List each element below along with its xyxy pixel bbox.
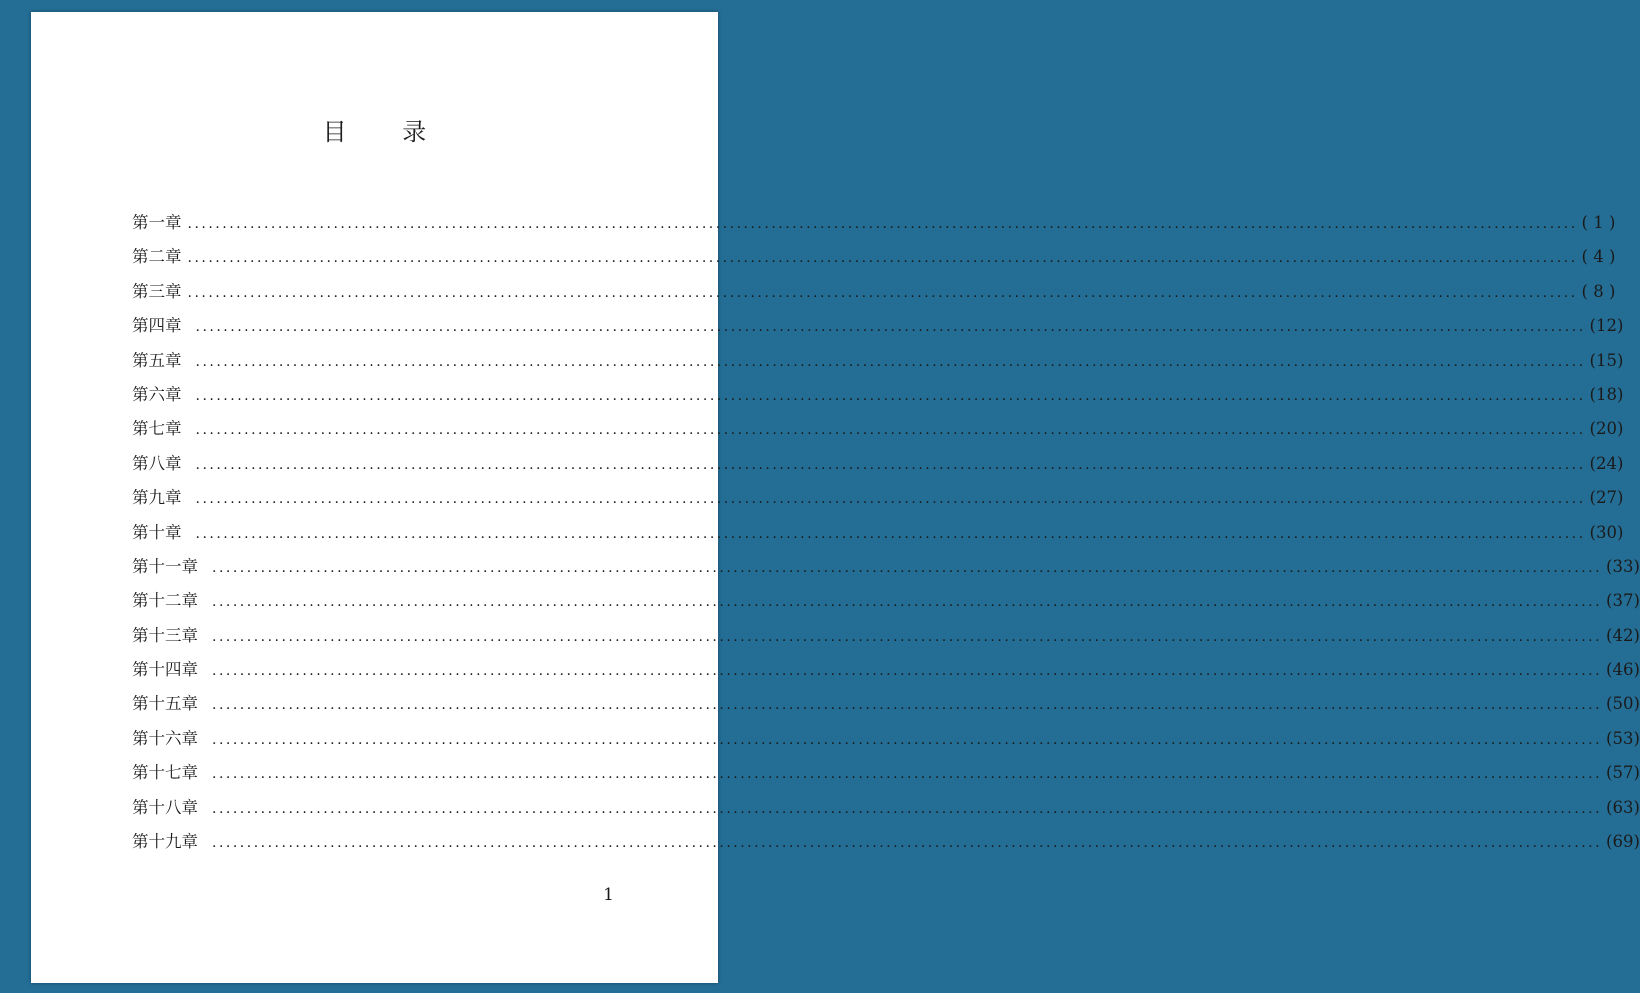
toc-entry-page: (37) [1606, 591, 1640, 611]
toc-dot-leader: ........................................................................................................................................................................................................ [187, 216, 1578, 232]
toc-entry-page: (50) [1606, 694, 1640, 714]
toc-entry-page: (20) [1589, 419, 1624, 439]
toc-dot-leader: ........................................................................................................................................................................................................ [212, 594, 1603, 611]
toc-entry-label: 第五章 [132, 350, 182, 370]
toc-entry[interactable] [132, 484, 1624, 518]
toc-entry-page: (15) [1589, 350, 1624, 370]
toc-entry-label: 第三章 [132, 281, 182, 301]
toc-dot-leader: ........................................................................................................................................................................................................ [212, 663, 1603, 680]
toc-entry[interactable] [132, 553, 1640, 587]
toc-entry[interactable] [132, 794, 1640, 828]
toc-dot-leader: ........................................................................................................................................................................................................ [212, 697, 1603, 714]
toc-entry[interactable] [132, 347, 1624, 381]
toc-entry[interactable] [132, 209, 1616, 243]
toc-entry-page: (33) [1606, 556, 1640, 576]
toc-entry[interactable] [132, 690, 1640, 724]
toc-entry-page: (69) [1606, 832, 1640, 852]
toc-dot-leader: ........................................................................................................................................................................................................ [195, 422, 1586, 439]
toc-entry-page: (53) [1606, 728, 1640, 748]
toc-entry-label: 第九章 [132, 488, 182, 508]
page-number: 1 [603, 885, 614, 905]
table-of-contents [132, 209, 1640, 862]
toc-entry-label: 第四章 [132, 316, 182, 336]
toc-title: 目 录 [322, 118, 451, 146]
toc-entry[interactable] [132, 828, 1640, 862]
toc-entry-label: 第十二章 [132, 591, 198, 611]
toc-entry[interactable] [132, 725, 1640, 759]
toc-entry-page: (30) [1589, 522, 1624, 542]
toc-dot-leader: ........................................................................................................................................................................................................ [212, 800, 1603, 817]
toc-entry-label: 第十六章 [132, 728, 198, 748]
toc-entry-page: ( 8 ) [1581, 281, 1616, 301]
toc-dot-leader: ........................................................................................................................................................................................................ [187, 284, 1578, 301]
toc-dot-leader: ........................................................................................................................................................................................................ [212, 766, 1603, 783]
toc-entry[interactable] [132, 587, 1640, 621]
toc-entry-page: (57) [1606, 763, 1640, 783]
toc-dot-leader: ........................................................................................................................................................................................................ [195, 353, 1586, 370]
toc-entry-label: 第十三章 [132, 625, 198, 645]
toc-entry-label: 第十八章 [132, 797, 198, 817]
toc-entry[interactable] [132, 312, 1624, 346]
toc-dot-leader: ........................................................................................................................................................................................................ [195, 319, 1586, 336]
toc-entry[interactable] [132, 622, 1640, 656]
toc-entry-label: 第七章 [132, 419, 182, 439]
toc-entry[interactable] [132, 450, 1624, 484]
toc-entry[interactable] [132, 759, 1640, 793]
toc-entry-page: (12) [1589, 316, 1624, 336]
toc-entry[interactable] [132, 656, 1640, 690]
toc-entry-page: ( 1 ) [1581, 213, 1616, 232]
toc-dot-leader: ........................................................................................................................................................................................................ [195, 525, 1586, 542]
toc-dot-leader: ........................................................................................................................................................................................................ [195, 456, 1586, 473]
toc-entry[interactable] [132, 519, 1624, 553]
toc-entry-page: (46) [1606, 660, 1640, 680]
toc-entry-label: 第十五章 [132, 694, 198, 714]
toc-entry-page: ( 4 ) [1581, 247, 1616, 267]
toc-entry-page: (24) [1589, 453, 1624, 473]
toc-entry-page: (18) [1589, 384, 1624, 404]
toc-entry[interactable] [132, 381, 1624, 415]
toc-entry-label: 第二章 [132, 247, 182, 267]
toc-dot-leader: ........................................................................................................................................................................................................ [212, 835, 1603, 852]
toc-entry-page: (42) [1606, 625, 1640, 645]
toc-entry-label: 第十一章 [132, 556, 198, 576]
toc-entry[interactable] [132, 415, 1624, 449]
toc-entry[interactable] [132, 243, 1616, 277]
toc-entry-label: 第八章 [132, 453, 182, 473]
toc-entry-label: 第十九章 [132, 832, 198, 852]
toc-entry[interactable] [132, 278, 1616, 312]
toc-entry-label: 第十七章 [132, 763, 198, 783]
toc-entry-page: (27) [1589, 488, 1624, 508]
toc-entry-label: 第六章 [132, 384, 182, 404]
toc-dot-leader: ........................................................................................................................................................................................................ [195, 387, 1586, 404]
toc-dot-leader: ........................................................................................................................................................................................................ [187, 250, 1578, 267]
toc-dot-leader: ........................................................................................................................................................................................................ [212, 559, 1603, 576]
toc-entry-label: 第十四章 [132, 660, 198, 680]
toc-entry-label: 第一章 [132, 213, 182, 232]
toc-dot-leader: ........................................................................................................................................................................................................ [212, 731, 1603, 748]
toc-dot-leader: ........................................................................................................................................................................................................ [195, 491, 1586, 508]
document-page [31, 12, 1640, 983]
toc-entry-label: 第十章 [132, 522, 182, 542]
toc-entry-page: (63) [1606, 797, 1640, 817]
toc-dot-leader: ........................................................................................................................................................................................................ [212, 628, 1603, 645]
